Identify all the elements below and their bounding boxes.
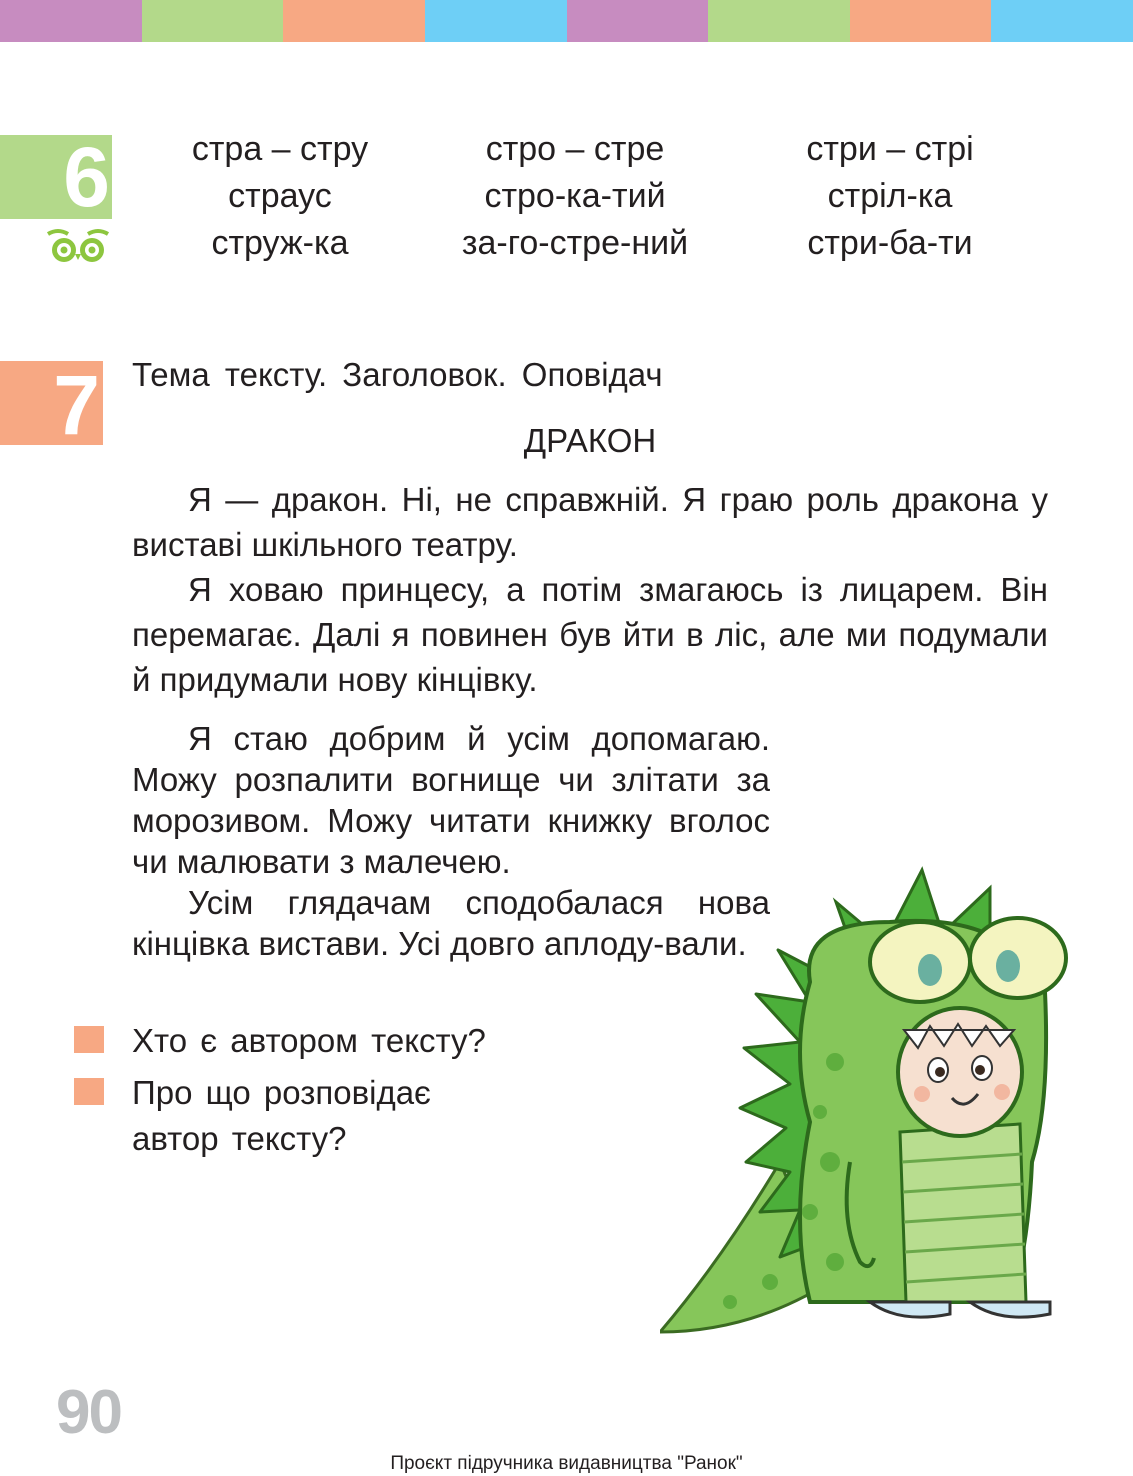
syllable-item: стро-ка-тий — [484, 177, 666, 215]
owl-eyes-icon — [44, 228, 112, 264]
stripe — [425, 0, 567, 42]
publisher-footer: Проєкт підручника видавництва "Ранок" — [390, 1453, 743, 1474]
stripe — [850, 0, 992, 42]
question: Про що розповідає автор тексту? — [132, 1074, 431, 1157]
story-paragraph: Я стаю добрим й усім допомагаю. Можу розпалити вогнище чи злітати за морозивом. Можу читати книжку вголос чи малювати з малечею. — [132, 720, 770, 880]
syllable-item: стри-ба-ти — [807, 224, 973, 262]
question-marker — [74, 1078, 104, 1105]
stripe — [0, 0, 142, 42]
stripe — [991, 0, 1133, 42]
page-number: 90 — [56, 1378, 121, 1447]
stripe — [567, 0, 709, 42]
syllable-column-3 — [770, 126, 1010, 267]
syllable-column-1 — [160, 126, 400, 267]
story-paragraph: Я — дракон. Ні, не справжній. Я граю роль дракона у виставі шкільного театру. — [132, 481, 1048, 563]
stripe — [283, 0, 425, 42]
syllable-item: стра – стру — [191, 130, 369, 168]
syllable-item: струж-ка — [211, 224, 349, 262]
syllable-item: стріл-ка — [827, 177, 953, 215]
syllable-item: за-го-стре-ний — [461, 224, 689, 262]
exercise-7-number: 7 — [0, 361, 103, 445]
question: Хто є автором тексту? — [132, 1022, 486, 1059]
syllable-item: стро – стре — [485, 130, 665, 168]
stripe — [708, 0, 850, 42]
story-paragraph: Я ховаю принцесу, а потім змагаюсь із лицарем. Він перемагає. Далі я повинен був йти в ліс, але ми подумали й придумали нову кінцівку. — [132, 571, 1048, 698]
exercise-heading: Тема тексту. Заголовок. Оповідач — [132, 356, 663, 393]
dragon-costume-illustration — [660, 862, 1080, 1347]
exercise-6-number: 6 — [0, 135, 112, 219]
question-marker — [74, 1026, 104, 1053]
story-title: ДРАКОН — [523, 422, 657, 459]
story-paragraph: Усім глядачам сподобалася нова кінцівка вистави. Усі довго аплоду-вали. — [132, 884, 770, 962]
color-stripe-bar — [0, 0, 1133, 42]
syllable-item: страус — [228, 177, 332, 215]
syllable-item: стри – стрі — [806, 130, 974, 168]
stripe — [142, 0, 284, 42]
syllable-column-2 — [435, 126, 715, 267]
